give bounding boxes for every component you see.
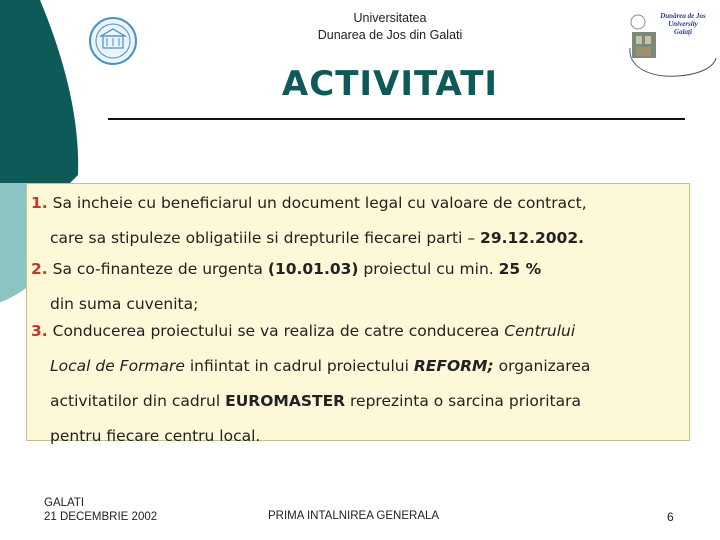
item-2 bbox=[31, 252, 686, 322]
item-3-line-2 bbox=[31, 349, 686, 384]
item-2-text-1c: proiectul cu min. bbox=[358, 260, 499, 278]
item-1-line-1 bbox=[31, 186, 686, 221]
item-3-number: 3. bbox=[31, 322, 48, 340]
item-3-line-3 bbox=[31, 384, 686, 419]
logo-right-text-2: University bbox=[668, 20, 698, 28]
item-3-text-3c: reprezinta o sarcina prioritara bbox=[345, 392, 581, 410]
slide-title: ACTIVITATI bbox=[281, 64, 499, 104]
footer-place-date bbox=[44, 496, 157, 524]
item-1 bbox=[31, 186, 686, 256]
footer-event: PRIMA INTALNIREA GENERALA bbox=[268, 510, 440, 522]
item-3-local-de-formare: Local de Formare bbox=[50, 357, 185, 375]
item-1-text-2a: care sa stipuleze obligatiile si drepturile fiecarei parti – bbox=[50, 229, 481, 247]
title-underline bbox=[108, 118, 685, 120]
footer-place: GALATI bbox=[44, 497, 85, 509]
logo-right-caption bbox=[648, 12, 718, 36]
university-line-1: Universitatea bbox=[353, 11, 427, 25]
item-3-text-2b: infiintat in cadrul proiectului bbox=[184, 357, 414, 375]
university-line-2: Dunarea de Jos din Galati bbox=[317, 28, 463, 42]
logo-right-text-1: Dunărea de Jos bbox=[660, 12, 706, 20]
item-2-percent: 25 % bbox=[498, 260, 542, 278]
university-seal-logo bbox=[88, 16, 138, 66]
item-3 bbox=[31, 314, 686, 454]
footer-date: 21 DECEMBRIE 2002 bbox=[44, 511, 158, 523]
item-3-text-3a: activitatilor din cadrul bbox=[50, 392, 226, 410]
item-1-deadline: 29.12.2002. bbox=[480, 229, 584, 247]
item-3-reform: REFORM; bbox=[413, 357, 494, 375]
item-3-line-4: pentru fiecare centru local. bbox=[50, 427, 261, 445]
item-2-line-1 bbox=[31, 252, 686, 287]
item-2-date: (10.01.03) bbox=[267, 260, 359, 278]
item-3-line-1 bbox=[31, 314, 686, 349]
item-1-number: 1. bbox=[31, 194, 48, 212]
item-2-number: 2. bbox=[31, 260, 48, 278]
item-2-line-2: din suma cuvenita; bbox=[50, 295, 199, 313]
university-header bbox=[240, 10, 540, 44]
page-number: 6 bbox=[667, 510, 674, 524]
university-building-logo bbox=[618, 8, 718, 80]
decoration-shape-dark bbox=[0, 0, 78, 183]
item-3-centrului: Centrului bbox=[504, 322, 576, 340]
logo-right-text-3: Galaţi bbox=[674, 28, 692, 36]
item-1-line-2 bbox=[31, 221, 686, 256]
item-2-text-1a: Sa co-finanteze de urgenta bbox=[52, 260, 268, 278]
item-3-text-1a: Conducerea proiectului se va realiza de catre conducerea bbox=[52, 322, 505, 340]
item-3-euromaster: EUROMASTER bbox=[225, 392, 346, 410]
item-1-text-1: Sa incheie cu beneficiarul un document legal cu valoare de contract, bbox=[52, 194, 587, 212]
item-3-text-2d: organizarea bbox=[493, 357, 591, 375]
